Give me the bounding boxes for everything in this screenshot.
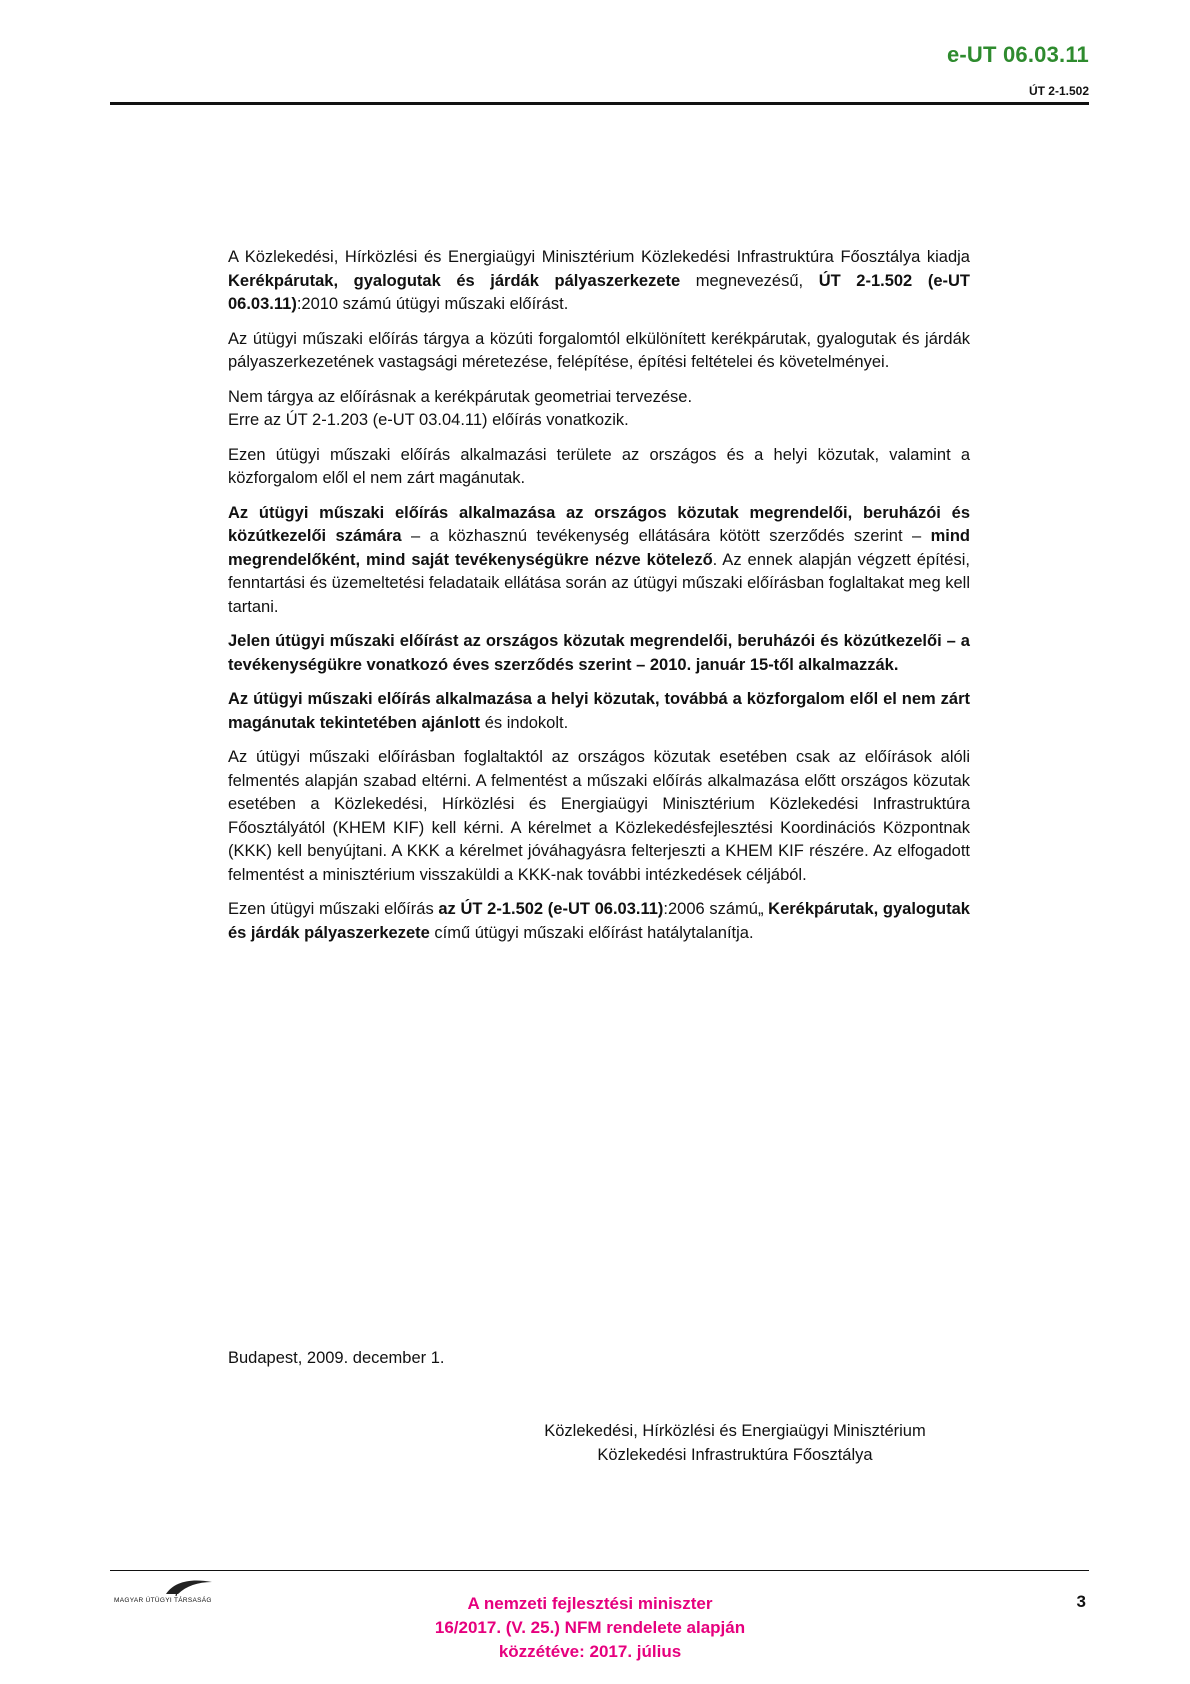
- publication-notice: [340, 1592, 840, 1664]
- document-code: e-UT 06.03.11: [946, 42, 1089, 67]
- text-run: A Közlekedési, Hírközlési és Energiaügyi Minisztérium Közlekedési Infrastruktúra Főosztálya kiadja: [228, 248, 970, 266]
- page-number: 3: [1076, 1592, 1086, 1611]
- logo-text: MAGYAR ÚTÜGYI TÁRSASÁG: [114, 1597, 212, 1604]
- notice-line-3: közzétéve: 2017. július: [498, 1642, 682, 1661]
- notice-line-1: A nemzeti fejlesztési miniszter: [467, 1594, 713, 1613]
- body-text: [228, 246, 970, 956]
- signature-line-2: Közlekedési Infrastruktúra Főosztálya: [597, 1445, 873, 1464]
- footer-rule: [110, 1570, 1089, 1571]
- paragraph: [228, 630, 970, 677]
- text-run: Az útügyi műszaki előírás tárgya a közúti forgalomtól elkülönített kerékpárutak, gyalogutak és járdák pályaszerkezetének vastagsági méretezése, felépítése, építési feltételei és követelményei.: [228, 329, 970, 371]
- signature-line-1: Közlekedési, Hírközlési és Energiaügyi Minisztérium: [544, 1422, 926, 1440]
- society-logo: [114, 1576, 264, 1606]
- bold-run: Az útügyi műszaki előírás alkalmazása az országos közutak megrendelői, beruházói és közútkezelői számára: [228, 503, 970, 545]
- bold-run: mind megrendelőként, mind saját tevékenységükre nézve kötelező: [228, 527, 970, 569]
- text-run: és indokolt.: [480, 713, 569, 732]
- text-run: – a közhasznú tevékenység ellátására kötött szerződés szerint –: [401, 527, 931, 545]
- bold-run: ÚT 2-1.502 (e-UT 06.03.11): [228, 271, 970, 313]
- bold-run: Az útügyi műszaki előírás alkalmazása a helyi közutak, továbbá a közforgalom elől el nem zárt magánutak tekintetében ajánlott: [228, 690, 970, 732]
- text-run: Az útügyi műszaki előírásban foglaltaktól az országos közutak esetében csak az előírások alóli felmentés alapján szabad eltérni. A felmentést a műszaki előírás alkalmazása előtt országos közutak esetében a Közlekedési, Hírközlési és Energiaügyi Minisztérium Közlekedési Infrastruktúra Főosztályától (KHEM KIF) kell kérni. A kérelmet a Közlekedésfejlesztési Koordinációs Központnak (KKK) kell benyújtani. A KKK a kérelmet jóváhagyásra felterjeszti a KHEM KIF részére. Az elfogadott felmentést a minisztérium visszaküldi a KKK-nak további intézkedések céljából.: [228, 748, 970, 884]
- paragraph: [228, 444, 970, 491]
- signature-block: [500, 1420, 970, 1467]
- text-run: :2006 számú„: [663, 900, 769, 918]
- document-subcode: ÚT 2-1.502: [1028, 84, 1089, 98]
- bold-run: Kerékpárutak, gyalogutak és járdák pályaszerkezete: [228, 271, 681, 290]
- header-rule: [110, 102, 1089, 105]
- paragraph: [228, 688, 970, 735]
- paragraph: [228, 386, 970, 433]
- bold-run: Jelen útügyi műszaki előírást az országos közutak megrendelői, beruházói és közútkezelői – a tevékenységükre vonatkozó éves szerződés szerint – 2010. január 15-től alkalmazzák.: [228, 632, 970, 674]
- paragraph: [228, 502, 970, 620]
- notice-line-2: 16/2017. (V. 25.) NFM rendelete alapján: [434, 1618, 746, 1637]
- text-run: :2010 számú útügyi műszaki előírást.: [296, 295, 569, 313]
- paragraph: [228, 246, 970, 317]
- text-run: Ezen útügyi műszaki előírás: [228, 900, 439, 918]
- text-run: . Az ennek alapján végzett építési, fenntartási és üzemeltetési feladataik ellátása során az útügyi műszaki előírásban foglaltakat meg kell tartani.: [228, 550, 970, 616]
- text-run: Erre az ÚT 2-1.203 (e-UT 03.04.11) előírás vonatkozik.: [228, 411, 629, 429]
- text-run: című útügyi műszaki előírást hatálytalanítja.: [429, 923, 754, 942]
- text-run: Ezen útügyi műszaki előírás alkalmazási területe az országos és a helyi közutak, valamint a közforgalom elől el nem zárt magánutak.: [228, 445, 970, 487]
- paragraph: [228, 898, 970, 945]
- paragraph: [228, 328, 970, 375]
- text-run: megnevezésű,: [680, 271, 819, 290]
- paragraph: [228, 746, 970, 887]
- bold-run: Kerékpárutak, gyalogutak és járdák pályaszerkezete: [228, 900, 970, 942]
- bold-run: az ÚT 2-1.502 (e-UT 06.03.11): [438, 900, 664, 918]
- text-run: Nem tárgya az előírásnak a kerékpárutak geometriai tervezése.: [228, 387, 693, 406]
- place-date: Budapest, 2009. december 1.: [228, 1349, 445, 1367]
- logo-bird-icon: [164, 1576, 214, 1598]
